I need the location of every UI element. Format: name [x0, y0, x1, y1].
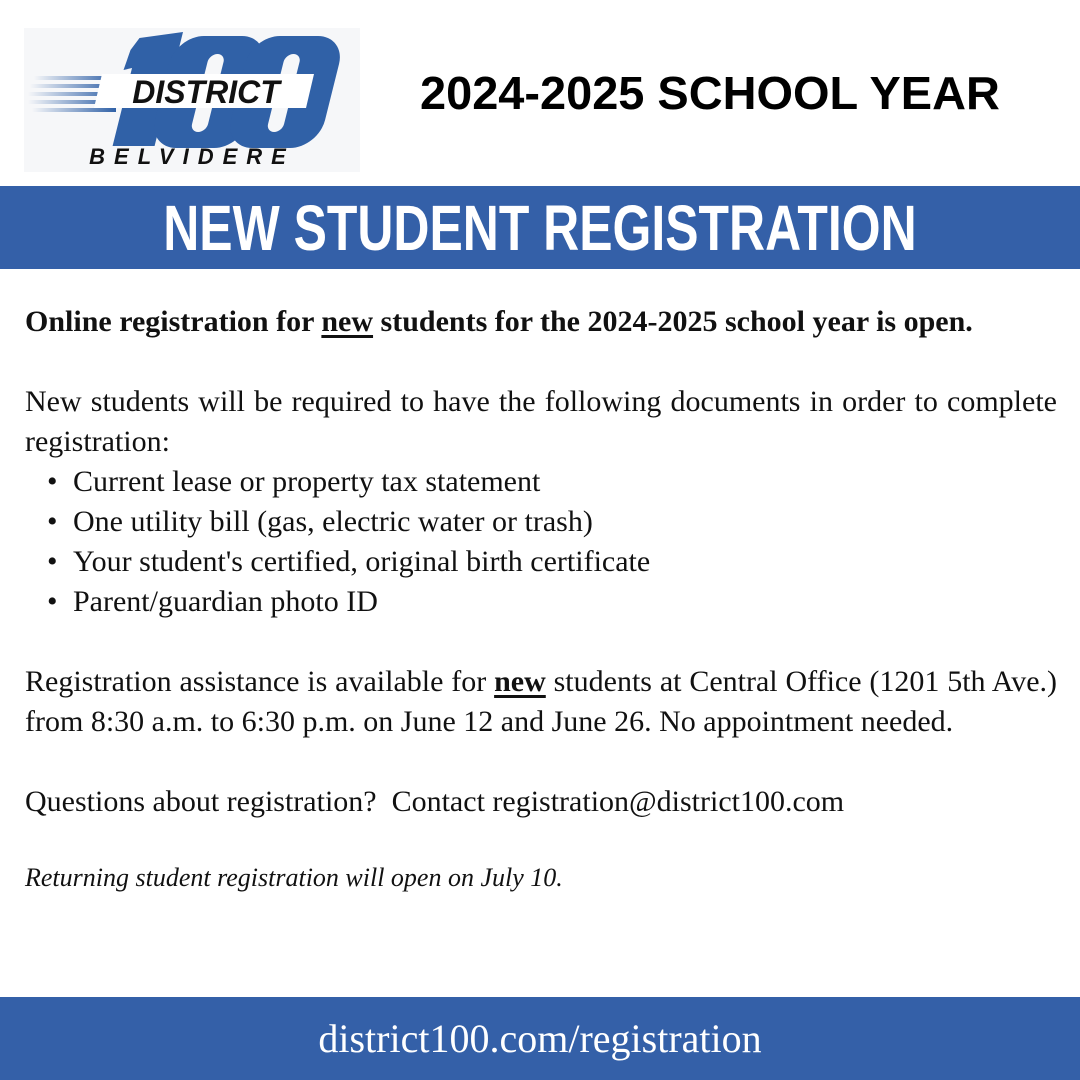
- announcement-body: [25, 302, 1057, 898]
- list-item: • Current lease or property tax statement: [73, 462, 1057, 502]
- footer-bar: [0, 997, 1080, 1080]
- lead-emphasis: new: [321, 305, 374, 338]
- list-item: • Your student's certified, original birth certificate: [73, 542, 1057, 582]
- logo-graphic: [24, 28, 360, 172]
- questions-contact: Questions about registration? Contact registration@district100.com: [25, 785, 845, 818]
- school-year-title: 2024-2025 SCHOOL YEAR: [420, 67, 1000, 119]
- assistance-text-2: students at Central Office (1201 5th Ave.) from 8:30 a.m. to 6:30 p.m. on June 12 and June 26. No appointment needed.: [25, 665, 1057, 738]
- lead-statement: [25, 302, 1057, 342]
- assistance-info: [25, 662, 1057, 742]
- returning-student-note: Returning student registration will open on July 10.: [25, 863, 563, 892]
- documents-intro: New students will be required to have the following documents in order to complete registration:: [25, 385, 1057, 458]
- list-item: • Parent/guardian photo ID: [73, 582, 1057, 622]
- logo-wordmark: DISTRICT: [132, 74, 280, 110]
- district-100-logo: [24, 28, 360, 172]
- lead-text-1: Online registration for: [25, 305, 322, 338]
- assistance-emphasis: new: [494, 665, 546, 698]
- logo-city: BELVIDERE: [89, 144, 295, 169]
- assistance-text-1: Registration assistance is available for: [25, 665, 495, 698]
- lead-text-2: students for the 2024-2025 school year is open.: [373, 305, 973, 338]
- required-documents-list: [25, 462, 1057, 622]
- list-item: • One utility bill (gas, electric water or trash): [73, 502, 1057, 542]
- registration-url[interactable]: district100.com/registration: [318, 1016, 762, 1061]
- title-banner: [0, 186, 1080, 269]
- banner-title: NEW STUDENT REGISTRATION: [163, 191, 917, 264]
